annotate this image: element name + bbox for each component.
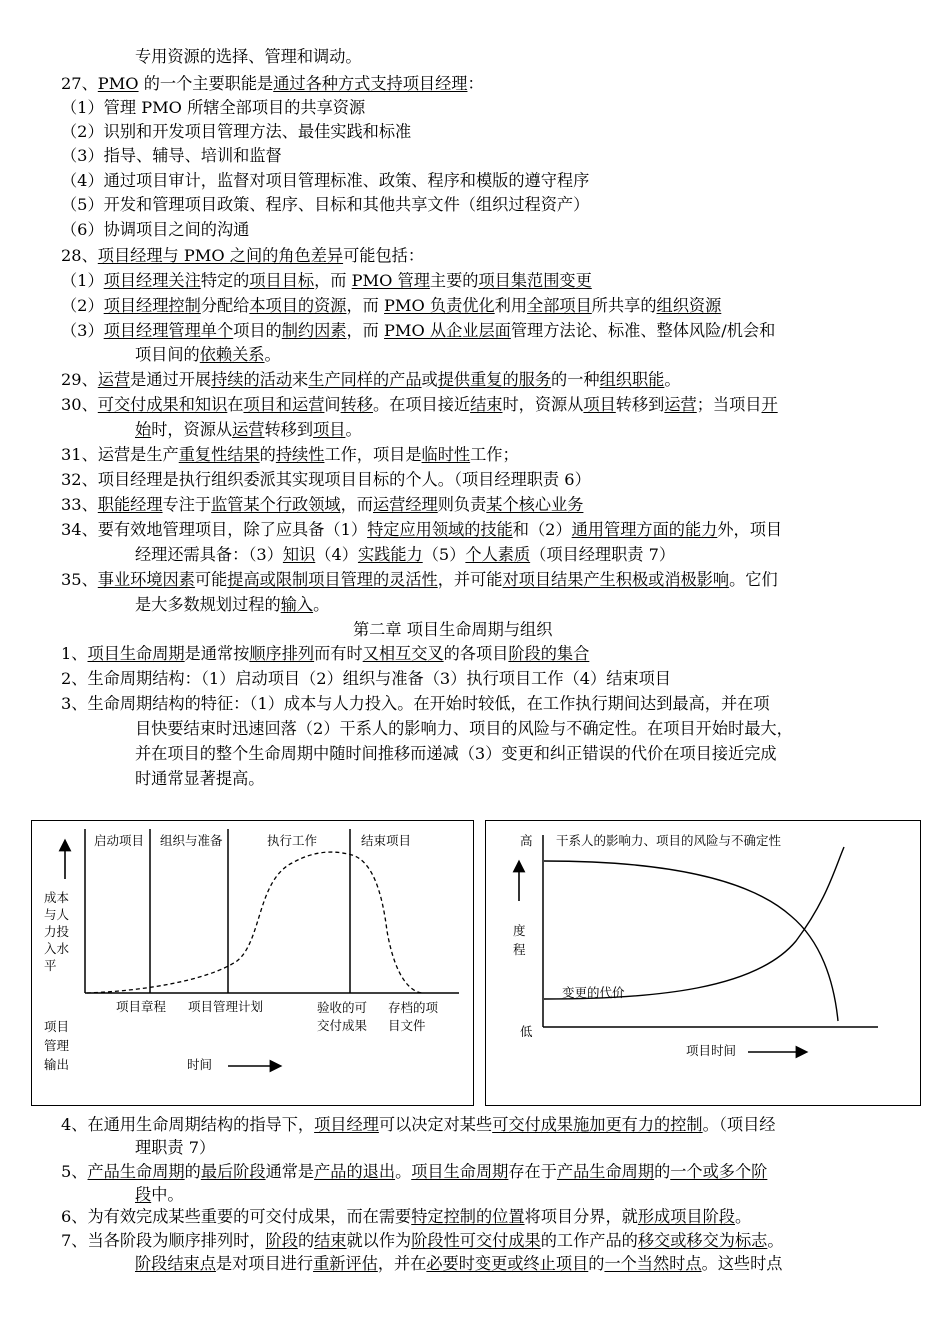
text-segment: 的一个主要职能是 [138, 74, 274, 93]
underlined-keyword: 项目生命周期 [411, 1162, 509, 1181]
underlined-keyword: 组织资源 [656, 296, 722, 315]
text-segment: 时，资源从 [151, 420, 233, 439]
text-segment: 30、 [61, 395, 98, 414]
text-line [135, 419, 362, 441]
text-line [61, 1206, 751, 1228]
text-segment: 。 [735, 1207, 752, 1226]
underlined-keyword: 全部项目 [527, 296, 592, 315]
underlined-keyword: 产品生命周期 [87, 1162, 185, 1181]
underlined-keyword: 开 [761, 395, 778, 414]
text-segment: 是对项目进行 [215, 1254, 314, 1273]
underlined-keyword: 产品生命周期 [556, 1162, 655, 1181]
text-segment: 的 [297, 1231, 315, 1250]
text-segment: 间 [324, 395, 341, 414]
text-segment: ，并可能 [437, 570, 503, 589]
text-line [61, 1114, 775, 1136]
text-segment: 。 [664, 370, 681, 389]
text-segment: 4、在通用生命周期结构的指导下， [61, 1115, 315, 1134]
underlined-keyword: 实践能力 [357, 545, 423, 564]
text-segment: ，而 [346, 321, 385, 340]
underlined-keyword: 项目集范围变更 [478, 271, 592, 290]
underlined-keyword: 一个或多个阶 [670, 1162, 768, 1181]
text-segment: 经理还需具备：（3） [135, 545, 283, 564]
text-segment: （5）开发和管理项目政策、程序、目标和其他共享文件（组织过程资产） [61, 195, 590, 214]
text-segment: 6、为有效完成某些重要的可交付成果，而在需要 [61, 1207, 412, 1226]
text-line [135, 718, 793, 740]
text-segment: 。 [767, 1231, 784, 1250]
text-line [61, 643, 589, 665]
text-segment: 专用资源的选择、管理和调动。 [135, 47, 362, 66]
text-line [61, 693, 770, 715]
underlined-keyword: 段 [135, 1185, 152, 1204]
underlined-keyword: 对项目结果产生积极或消极影响 [502, 570, 730, 589]
text-segment: 27、 [61, 74, 98, 93]
text-line [135, 1184, 184, 1206]
text-line [135, 344, 281, 366]
text-line [135, 768, 265, 790]
text-segment: 理职责 7） [135, 1138, 216, 1157]
output-label: 存档的项目文件 [388, 1000, 439, 1033]
text-segment: 。（项目经 [702, 1115, 776, 1134]
text-segment: 的各项目 [443, 644, 509, 663]
text-segment: 工作，项目是 [324, 445, 422, 464]
text-segment: 是通常按 [184, 644, 250, 663]
underlined-keyword: 通过各种方式支持项目经理 [273, 74, 468, 93]
underlined-keyword: PMO 从企业层面 [384, 321, 511, 340]
underlined-keyword: 运营 [97, 370, 131, 389]
text-segment: ，而 [314, 271, 352, 290]
text-line [61, 145, 282, 167]
underlined-keyword: 依赖关系 [199, 345, 265, 364]
text-segment: （6）协调项目之间的沟通 [61, 220, 250, 239]
text-segment: ，而 [346, 296, 385, 315]
underlined-keyword: 组织职能 [599, 370, 665, 389]
phase-label: 结束项目 [361, 833, 412, 848]
underlined-keyword: 转移 [340, 395, 373, 414]
underlined-keyword: 项目生命周期 [87, 644, 185, 663]
underlined-keyword: 结束 [470, 395, 503, 414]
text-line [135, 1137, 215, 1159]
text-segment: 通常是 [265, 1162, 315, 1181]
underlined-keyword: 本项目的资源 [249, 296, 347, 315]
text-segment: 和（2） [512, 520, 572, 539]
text-line [61, 469, 591, 491]
underlined-keyword: 始 [135, 420, 152, 439]
text-segment: 转移到 [264, 420, 314, 439]
underlined-keyword: 某个核心业务 [486, 495, 584, 514]
text-line [61, 1230, 784, 1252]
text-segment: 是大多数规划过程的 [135, 595, 281, 614]
underlined-keyword: 项目经理管理单个 [103, 321, 234, 340]
outputs-label: 项目管理输出 [44, 1019, 70, 1072]
text-segment: 所共享的 [591, 296, 657, 315]
underlined-keyword: 持续性 [275, 445, 325, 464]
underlined-keyword: PMO 负责优化 [384, 296, 495, 315]
stakeholder-influence-chart-lines [486, 821, 920, 1105]
lifecycle-cost-chart-lines [32, 821, 473, 1105]
text-line [61, 295, 721, 317]
text-line [61, 219, 249, 241]
text-segment: 或 [421, 370, 438, 389]
text-segment: 时通常显著提高。 [135, 769, 265, 788]
cost-of-change-label: 变更的代价 [562, 985, 625, 1000]
text-segment: 存在于 [508, 1162, 557, 1181]
text-line [61, 194, 589, 216]
text-segment: 29、 [61, 370, 98, 389]
lifecycle-cost-chart [31, 820, 474, 1106]
text-line [61, 121, 411, 143]
underlined-keyword: 运营 [232, 420, 265, 439]
underlined-keyword: 临时性 [421, 445, 471, 464]
text-segment: （1） [61, 271, 104, 290]
text-segment: 的工作产品的 [540, 1231, 638, 1250]
output-label: 项目章程 [116, 999, 167, 1014]
underlined-keyword: 顺序排列 [249, 644, 315, 663]
underlined-keyword: 特定控制的位置 [411, 1207, 525, 1226]
text-segment: 主要的 [429, 271, 479, 290]
underlined-keyword: PMO 管理 [351, 271, 430, 290]
text-segment: 第二章 项目生命周期与组织 [353, 620, 553, 639]
underlined-keyword: PMO [97, 74, 139, 93]
underlined-keyword: 阶段性可交付成果 [411, 1231, 541, 1250]
text-segment: （4）通过项目审计，监督对项目管理标准、政策、程序和模版的遵守程序 [61, 171, 590, 190]
underlined-keyword: 事业环境因素 [97, 570, 195, 589]
text-segment: 可能 [194, 570, 228, 589]
text-segment: 管理方法论、标准、整体风险/机会和 [510, 321, 776, 340]
underlined-keyword: 一个当然时点 [604, 1254, 702, 1273]
text-segment: 则负责 [437, 495, 487, 514]
text-segment: 并在项目的整个生命周期中随时间推移而递减（3）变更和纠正错误的代价在项目接近完成 [135, 744, 777, 763]
text-segment: 而有时 [314, 644, 363, 663]
underlined-keyword: 最后阶段 [200, 1162, 266, 1181]
text-segment: 的 [259, 445, 276, 464]
text-line [135, 544, 675, 566]
text-segment: 。 [313, 595, 330, 614]
underlined-keyword: 持续的活动 [211, 370, 293, 389]
text-line [135, 594, 329, 616]
text-segment: 项目的 [233, 321, 282, 340]
phase-label: 组织与准备 [160, 833, 223, 848]
underlined-keyword: 项目 [583, 395, 616, 414]
text-segment: 。 [395, 1162, 412, 1181]
text-segment: 7、当各阶段为顺序排列时， [61, 1231, 266, 1250]
underlined-keyword: 个人素质 [465, 545, 531, 564]
text-segment: （1）管理 PMO 所辖全部项目的共享资源 [61, 98, 366, 117]
text-line [61, 270, 592, 292]
output-label: 验收的可交付成果 [317, 1000, 368, 1033]
text-segment: 2、生命周期结构：（1）启动项目（2）组织与准备（3）执行项目工作（4）结束项目 [61, 669, 671, 688]
phase-label: 执行工作 [267, 833, 318, 848]
text-segment: ： [467, 74, 484, 93]
underlined-keyword: 形成项目阶段 [637, 1207, 735, 1226]
text-segment: 的 [184, 1162, 201, 1181]
text-segment: 31、运营是生产 [61, 445, 179, 464]
text-segment: ，并在 [377, 1254, 427, 1273]
text-line [61, 1161, 767, 1183]
text-segment: 特定的 [200, 271, 250, 290]
text-line [61, 444, 519, 466]
underlined-keyword: 通用管理方面的能力 [571, 520, 718, 539]
text-segment: 目快要结束时迅速回落（2）干系人的影响力、项目的风险与不确定性。在项目开始时最大， [135, 719, 793, 738]
underlined-keyword: 可交付成果和知识 [97, 395, 228, 414]
text-line [61, 245, 424, 267]
x-axis-label: 项目时间 [686, 1043, 737, 1058]
underlined-keyword: 知识 [282, 545, 316, 564]
text-line [61, 569, 778, 591]
text-segment: 分配给 [200, 296, 250, 315]
underlined-keyword: 项目目标 [249, 271, 315, 290]
underlined-keyword: 阶段的集合 [508, 644, 590, 663]
text-segment: 来 [292, 370, 309, 389]
text-segment: 33、 [61, 495, 98, 514]
underlined-keyword: 可交付成果施加更有力的控制 [492, 1115, 703, 1134]
text-segment: 转移到 [615, 395, 665, 414]
text-segment: 中。 [151, 1185, 184, 1204]
text-line [61, 170, 589, 192]
text-segment: 外，项目 [717, 520, 783, 539]
text-line [135, 46, 362, 68]
text-segment: 1、 [61, 644, 88, 663]
underlined-keyword: 制约因素 [281, 321, 347, 340]
text-segment: 在 [227, 395, 244, 414]
text-segment: 的一种 [551, 370, 600, 389]
text-segment: 35、 [61, 570, 98, 589]
text-line [353, 619, 552, 641]
underlined-keyword: 移交或移交为标志 [637, 1231, 768, 1250]
underlined-keyword: 产品的退出 [314, 1162, 396, 1181]
stakeholder-influence-chart [485, 820, 921, 1106]
underlined-keyword: 项目和运营 [243, 395, 325, 414]
text-segment: ；当项目 [696, 395, 762, 414]
text-segment: （2）识别和开发项目管理方法、最佳实践和标准 [61, 122, 412, 141]
underlined-keyword: 重新评估 [313, 1254, 378, 1273]
influence-curve-label: 干系人的影响力、项目的风险与不确定性 [556, 833, 782, 848]
underlined-keyword: 项目经理与 PMO 之间的角色差异 [97, 246, 344, 265]
underlined-keyword: 结束 [314, 1231, 347, 1250]
degree-label: 度程 [513, 923, 526, 957]
text-line [135, 743, 777, 765]
text-segment: （2） [61, 296, 104, 315]
underlined-keyword: 职能经理 [97, 495, 163, 514]
underlined-keyword: 项目 [313, 420, 346, 439]
underlined-keyword: 运营 [664, 395, 697, 414]
text-line [61, 519, 782, 541]
underlined-keyword: 提高或限制项目管理的灵活性 [227, 570, 438, 589]
underlined-keyword: 重复性结果 [178, 445, 260, 464]
text-segment: 。它们 [729, 570, 778, 589]
text-segment: 可以决定对某些 [378, 1115, 493, 1134]
underlined-keyword: 特定应用领域的技能 [367, 520, 513, 539]
underlined-keyword: 生产同样的产品 [308, 370, 422, 389]
underlined-keyword: 监管某个行政领域 [211, 495, 341, 514]
output-label: 项目管理计划 [188, 999, 264, 1014]
text-line [61, 369, 681, 391]
underlined-keyword: 项目经理关注 [103, 271, 201, 290]
text-segment: 可能包括： [343, 246, 425, 265]
text-segment: （3）指导、辅导、培训和监督 [61, 146, 282, 165]
text-segment: 时，资源从 [502, 395, 584, 414]
text-line [61, 494, 583, 516]
text-segment: 项目间的 [135, 345, 200, 364]
text-segment: 32、项目经理是执行组织委派其实现项目目标的个人。（项目经理职责 6） [61, 470, 591, 489]
text-segment: （3） [61, 321, 104, 340]
text-segment: ，而 [340, 495, 373, 514]
underlined-keyword: 项目经理控制 [103, 296, 201, 315]
text-line [61, 73, 484, 95]
underlined-keyword: 输入 [280, 595, 314, 614]
text-segment: 34、要有效地管理项目，除了应具备（1） [61, 520, 368, 539]
underlined-keyword: 又相互交叉 [362, 644, 444, 663]
text-segment: 3、生命周期结构的特征：（1）成本与人力投入。在开始时较低，在工作执行期间达到最高，并在项 [61, 694, 770, 713]
underlined-keyword: 提供重复的服务 [437, 370, 552, 389]
underlined-keyword: 阶段 [265, 1231, 298, 1250]
text-segment: （4） [315, 545, 358, 564]
text-segment: 的 [654, 1162, 671, 1181]
text-segment: 专注于 [162, 495, 212, 514]
text-line [61, 668, 671, 690]
text-segment: 就以作为 [346, 1231, 412, 1250]
underlined-keyword: 运营经理 [372, 495, 438, 514]
y-axis-label: 成本与人力投入水平 [44, 890, 70, 973]
underlined-keyword: 项目经理 [314, 1115, 379, 1134]
text-line [61, 320, 775, 342]
text-segment: （5） [422, 545, 466, 564]
text-segment: 。 [345, 420, 362, 439]
text-segment: 工作； [470, 445, 519, 464]
cost-curve [87, 852, 422, 993]
text-line [61, 394, 778, 416]
text-segment: 的 [588, 1254, 605, 1273]
x-axis-label: 时间 [187, 1057, 213, 1072]
underlined-keyword: 阶段结束点 [135, 1254, 216, 1273]
low-label: 低 [520, 1024, 533, 1039]
text-segment: （项目经理职责 7） [530, 545, 676, 564]
text-segment: 。在项目接近 [372, 395, 471, 414]
text-line [61, 97, 365, 119]
text-segment: 。 [264, 345, 281, 364]
underlined-keyword: 必要时变更或终止项目 [426, 1254, 589, 1273]
text-line [135, 1253, 783, 1275]
text-segment: 。这些时点 [701, 1254, 783, 1273]
text-segment: 5、 [61, 1162, 88, 1181]
text-segment: 是通过开展 [130, 370, 212, 389]
high-label: 高 [520, 833, 533, 848]
phase-label: 启动项目 [94, 833, 145, 848]
text-segment: 28、 [61, 246, 98, 265]
text-segment: 将项目分界，就 [524, 1207, 638, 1226]
text-segment: 利用 [494, 296, 528, 315]
